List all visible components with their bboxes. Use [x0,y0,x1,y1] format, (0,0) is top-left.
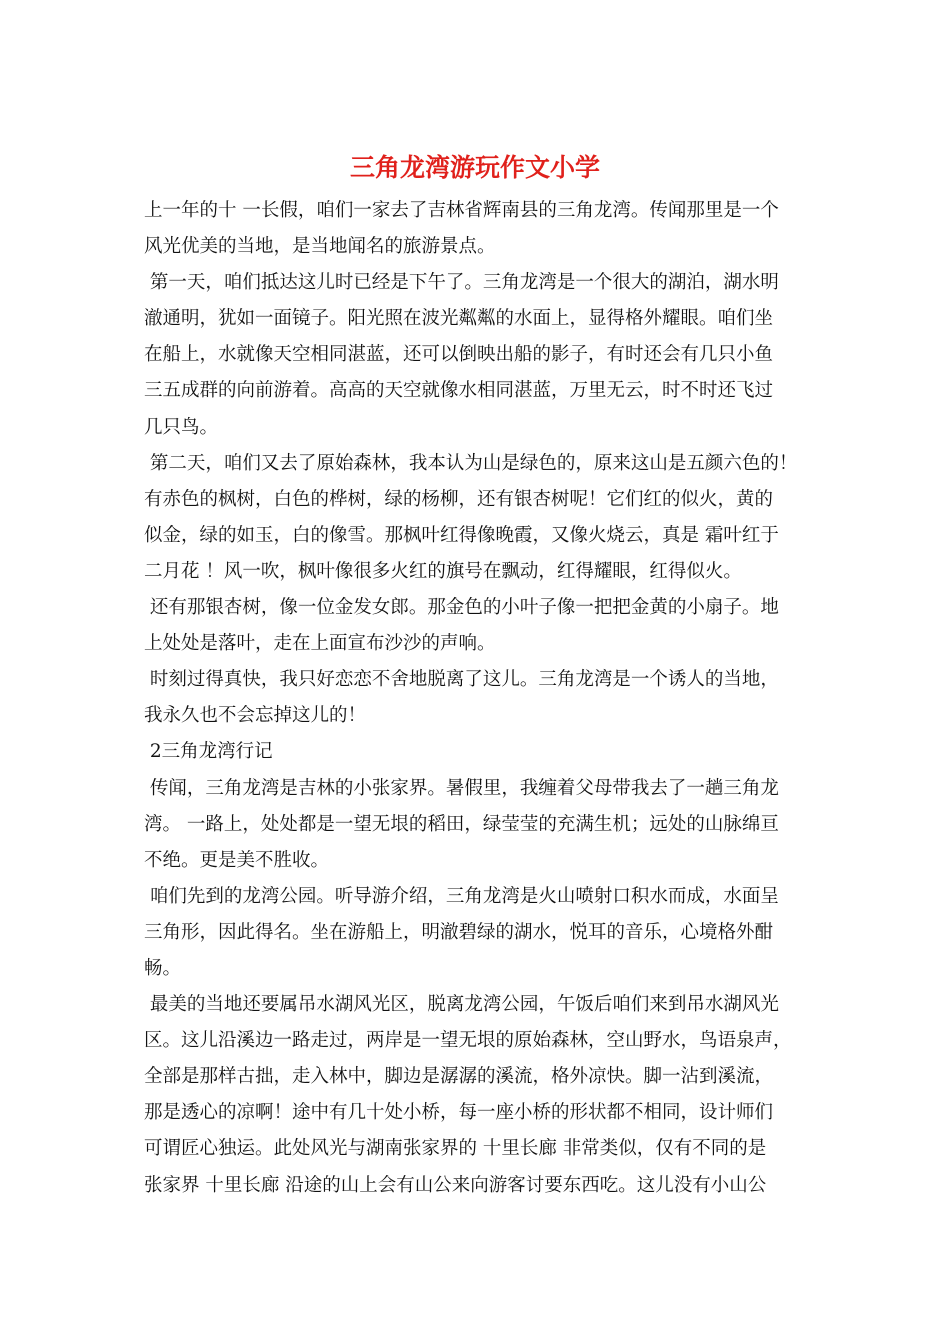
text-line: 不绝。更是美不胜收。 [144,849,330,871]
document-body [144,193,814,1204]
text-line: 三五成群的向前游着。高高的天空就像水相同湛蓝，万里无云，时不时还飞过 [144,380,774,402]
text-line: 全部是那样古拙，走入林中，脚边是潺潺的溪流，格外凉快。脚一沾到溪流， [144,1066,774,1088]
text-line: 那是透心的凉啊！途中有几十处小桥，每一座小桥的形状都不相同，设计师们 [144,1102,774,1124]
text-line: 上处处是落叶，走在上面宣布沙沙的声响。 [144,633,496,655]
text-line: 有赤色的枫树，白色的桦树，绿的杨柳，还有银杏树呢！它们红的似火，黄的 [144,488,774,510]
text-line: 第二天，咱们又去了原始森林，我本认为山是绿色的，原来这山是五颜六色的！ [144,452,798,474]
text-line: 时刻过得真快，我只好恋恋不舍地脱离了这儿。三角龙湾是一个诱人的当地， [144,669,779,691]
text-line: 风光优美的当地，是当地闻名的旅游景点。 [144,236,496,258]
text-line: 湾。 一路上，处处都是一望无垠的稻田，绿莹莹的充满生机；远处的山脉绵亘 [144,813,779,835]
text-line: 上一年的十 一长假，咱们一家去了吉林省辉南县的三角龙湾。传闻那里是一个 [144,200,779,221]
document-title: 三角龙湾游玩作文小学 [349,153,600,182]
text-line: 畅。 [144,957,182,979]
text-line: 我永久也不会忘掉这儿的！ [144,705,367,727]
text-line: 三角形，因此得名。坐在游船上，明澈碧绿的湖水，悦耳的音乐，心境格外酣 [144,921,774,943]
text-line: 传闻，三角龙湾是吉林的小张家界。暑假里，我缠着父母带我去了一趟三角龙 [144,777,779,799]
text-line: 可谓匠心独运。此处风光与湖南张家界的 十里长廊 非常类似，仅有不同的是 [144,1138,767,1160]
text-line: 二月花 ！风一吹，枫叶像很多火红的旗号在飘动，红得耀眼，红得似火。 [144,560,742,582]
text-line: 第一天，咱们抵达这儿时已经是下午了。三角龙湾是一个很大的湖泊，湖水明 [144,272,779,294]
text-line: 几只鸟。 [144,416,219,438]
text-line: 最美的当地还要属吊水湖风光区，脱离龙湾公园，午饭后咱们来到吊水湖风光 [144,994,779,1016]
text-line: 似金，绿的如玉，白的像雪。那枫叶红得像晚霞，又像火烧云，真是 霜叶红于 [144,524,779,546]
text-line: 咱们先到的龙湾公园。听导游介绍，三角龙湾是火山喷射口积水而成，水面呈 [144,885,779,907]
text-line: 在船上，水就像天空相同湛蓝，还可以倒映出船的影子，有时还会有几只小鱼 [144,344,774,366]
text-line: 澈通明，犹如一面镜子。阳光照在波光粼粼的水面上，显得格外耀眼。咱们坐 [144,308,774,330]
text-line: 还有那银杏树，像一位金发女郎。那金色的小叶子像一把把金黄的小扇子。地 [144,597,779,619]
text-line: 张家界 十里长廊 沿途的山上会有山公来向游客讨要东西吃。这儿没有小山公 [144,1174,767,1196]
text-line: 区。这儿沿溪边一路走过，两岸是一望无垠的原始森林，空山野水，鸟语泉声， [144,1030,792,1052]
section-heading: 2三角龙湾行记 [144,741,273,763]
